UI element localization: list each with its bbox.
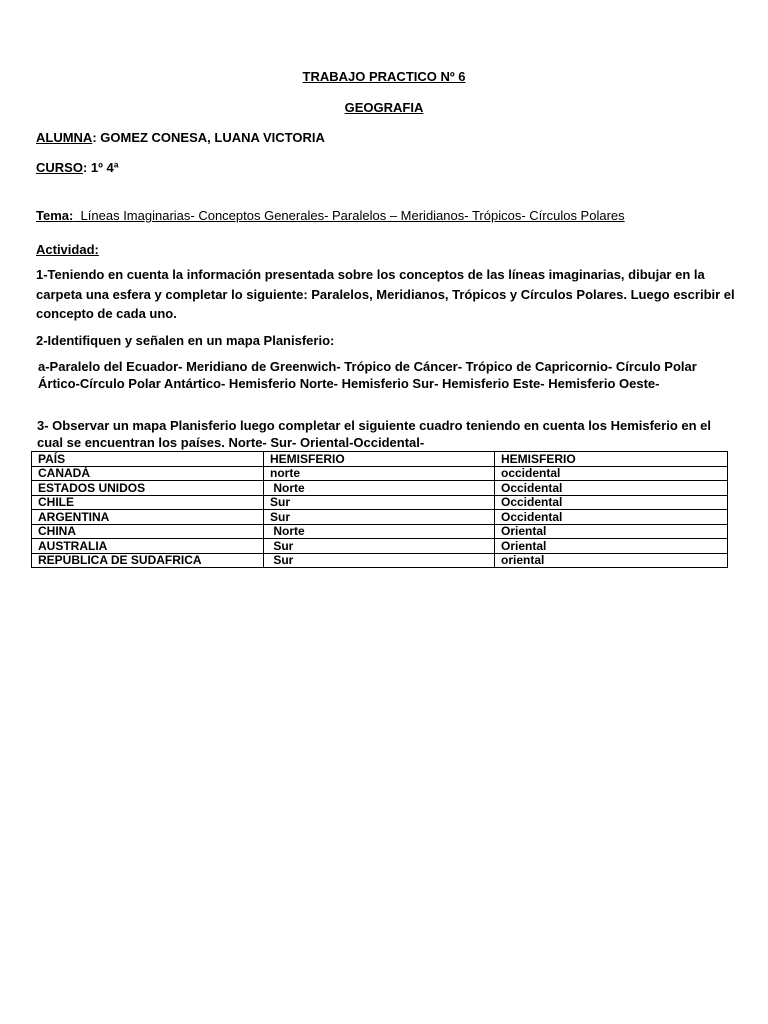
activity-item-1: 1-Teniendo en cuenta la información presentada sobre los conceptos de las líneas imaginarias, dibujar en la carpeta una esfera y completar lo siguiente: Paralelos, Meridianos, Trópicos y Círculos Polares. Luego escribir el concepto de cada uno. (36, 267, 735, 321)
cell-hemisphere-ns: Norte (264, 524, 495, 539)
header-hemisphere-2: HEMISFERIO (495, 452, 728, 467)
cell-hemisphere-ns: norte (264, 466, 495, 481)
cell-country: CHINA (32, 524, 264, 539)
table-row (32, 539, 728, 554)
course-line (36, 160, 119, 175)
table-row (32, 510, 728, 525)
table-row (32, 524, 728, 539)
cell-country: ARGENTINA (32, 510, 264, 525)
activity-item-2: 2-Identifiquen y señalen en un mapa Planisferio: (36, 333, 335, 348)
cell-country: ESTADOS UNIDOS (32, 481, 264, 496)
table-row (32, 481, 728, 496)
cell-hemisphere-eo: Oriental (495, 524, 728, 539)
subject-title: GEOGRAFIA (344, 100, 424, 115)
cell-hemisphere-eo: Occidental (495, 481, 728, 496)
student-name: : GOMEZ CONESA, LUANA VICTORIA (92, 130, 325, 145)
cell-country: REPÚBLICA DE SUDAFRICA (32, 553, 264, 568)
table-row (32, 495, 728, 510)
cell-hemisphere-ns: Sur (264, 539, 495, 554)
table-row (32, 553, 728, 568)
student-label: ALUMNA (36, 130, 93, 145)
cell-hemisphere-ns: Sur (264, 510, 495, 525)
course-value: : 1º 4ª (82, 160, 119, 175)
activity-label: Actividad: (36, 242, 99, 257)
topic-line (36, 208, 625, 223)
cell-hemisphere-eo: Occidental (495, 510, 728, 525)
header-country: PAÍS (32, 452, 264, 467)
table-row (32, 466, 728, 481)
cell-hemisphere-ns: Norte (264, 481, 495, 496)
cell-country: AUSTRALIA (32, 539, 264, 554)
cell-hemisphere-eo: Occidental (495, 495, 728, 510)
topic-text: Tema: Líneas Imaginarias- Conceptos Generales- Paralelos – Meridianos- Trópicos- Círculos Polares (36, 208, 625, 223)
document-title: TRABAJO PRACTICO Nº 6 (302, 69, 466, 84)
activity-item-2a: a-Paralelo del Ecuador- Meridiano de Greenwich- Trópico de Cáncer- Trópico de Capricornio- Círculo Polar Ártico-Círculo Polar Antártico- Hemisferio Norte- Hemisferio Sur- Hemisferio Este- Hemisferio Oeste- (38, 359, 697, 391)
table-header-row (32, 452, 728, 467)
cell-hemisphere-ns: Sur (264, 553, 495, 568)
student-line (36, 130, 325, 145)
cell-hemisphere-eo: Oriental (495, 539, 728, 554)
cell-country: CANADÁ (32, 466, 264, 481)
header-hemisphere-1: HEMISFERIO (264, 452, 495, 467)
cell-hemisphere-eo: oriental (495, 553, 728, 568)
cell-hemisphere-eo: occidental (495, 466, 728, 481)
cell-hemisphere-ns: Sur (264, 495, 495, 510)
activity-item-3: 3- Observar un mapa Planisferio luego completar el siguiente cuadro teniendo en cuenta los Hemisferio en el cual se encuentran los países. Norte- Sur- Oriental-Occidental- (37, 418, 712, 450)
course-label: CURSO (36, 160, 83, 175)
topic-label: Tema: (36, 208, 74, 223)
hemisphere-table (31, 451, 728, 568)
cell-country: CHILE (32, 495, 264, 510)
